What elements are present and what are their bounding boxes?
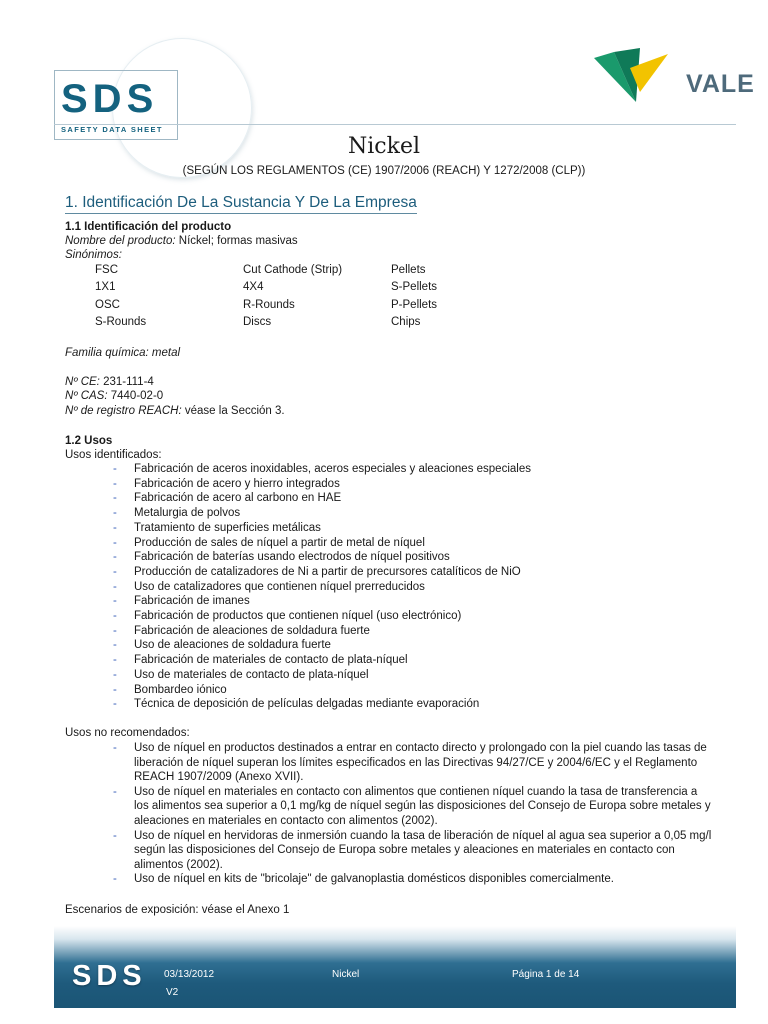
synonyms-row [95,298,515,315]
synonym: S-Rounds [95,315,147,328]
bullet-dash-icon: - [113,639,117,652]
synonym: P-Pellets [391,298,438,311]
chemical-family: Familia química: metal [65,347,181,359]
reach-number-value: véase la Sección 3. [181,405,285,417]
document-subtitle: (SEGÚN LOS REGLAMENTOS (CE) 1907/2006 (REACH) Y 1272/2008 (CLP)) [182,165,586,177]
list-item: - Bombardeo iónico [113,683,227,696]
bullet-dash-icon: - [113,873,117,886]
synonym: Discs [243,315,272,328]
subsection-1-1-heading: 1.1 Identificación del producto [65,221,232,233]
bullet-dash-icon: - [113,580,117,593]
bullet-dash-icon: - [113,668,117,681]
list-item: - Fabricación de acero y hierro integrados [113,477,340,490]
bullet-dash-icon: - [113,477,117,490]
sds-logo [54,70,178,140]
bullet-dash-icon: - [113,595,117,608]
vale-logo-text: VALE [686,70,755,98]
synonym: Cut Cathode (Strip) [243,264,343,276]
sds-logo-subtitle: SAFETY DATA SHEET [61,125,163,134]
exposure-scenarios: Escenarios de exposición: véase el Anexo 1 [65,904,290,916]
list-item: - Fabricación de acero al carbono en HAE [113,492,342,505]
list-item: - Metalurgia de polvos [113,507,241,520]
vale-logo-mark-icon [594,46,674,108]
sds-logo-text: SDS [61,77,159,121]
product-name-line [65,234,298,248]
list-item: - Uso de níquel en productos destinados a entrar en contacto directo y prolongado con la piel cuando las tasas de liberación de níquel superan los límites especificados en las Directivas 94/27/CE y 2004/6/EC y el Reglamento REACH 1907/2009 (Anexo XVII). [113,742,707,784]
bullet-dash-icon: - [113,551,117,564]
page-footer [54,926,736,1008]
header-divider [54,124,736,125]
list-item: - Fabricación de materiales de contacto de plata-níquel [113,654,408,667]
list-item: - Técnica de deposición de películas delgadas mediante evaporación [113,698,480,711]
synonym: 4X4 [243,281,264,294]
synonym: FSC [95,264,118,276]
list-item: - Uso de catalizadores que contienen níquel prerreducidos [113,580,425,593]
footer-version: V2 [166,987,179,998]
list-item: - Fabricación de imanes [113,595,250,608]
synonyms-row [95,280,515,297]
bullet-dash-icon: - [113,610,117,623]
bullet-dash-icon: - [113,785,117,798]
vale-logo [594,46,755,108]
list-item: - Tratamiento de superficies metálicas [113,521,321,534]
bullet-dash-icon: - [113,624,117,637]
cas-number-label: Nº CAS: [65,390,108,402]
synonym: 1X1 [95,281,116,294]
bullet-dash-icon: - [113,565,117,578]
document-title: Nickel [348,134,420,159]
reach-number-line [65,404,285,418]
list-item: - Uso de aleaciones de soldadura fuerte [113,639,331,652]
list-item: - Fabricación de productos que contienen níquel (uso electrónico) [113,610,462,623]
list-item: - Fabricación de aleaciones de soldadura fuerte [113,624,370,637]
bullet-dash-icon: - [113,698,117,711]
bullet-dash-icon: - [113,536,117,549]
ce-number-label: Nº CE: [65,376,100,388]
synonyms-row [95,263,515,280]
not-recommended-label: Usos no recomendados: [65,727,190,739]
footer-page-number: Página 1 de 14 [512,969,580,980]
product-name-label: Nombre del producto: [65,235,176,247]
cas-number-value: 7440-02-0 [107,390,164,402]
footer-product: Nickel [332,969,360,980]
ce-number-line [65,375,154,389]
footer-sds-logo: SDS [72,960,147,992]
identified-uses-label: Usos identificados: [65,449,162,461]
list-item: - Uso de materiales de contacto de plata-níquel [113,668,369,681]
not-recommended-list [113,741,713,887]
synonym: OSC [95,298,120,311]
bullet-dash-icon: - [113,492,117,505]
list-item: - Uso de níquel en hervidoras de inmersión cuando la tasa de liberación de níquel al agua sea superior a 0,05 mg/l según las disposiciones del Consejo de Europa sobre metales y aleaciones en materiales en contacto con alimentos (2002). [113,829,712,871]
synonyms-label: Sinónimos: [65,249,122,261]
list-item: - Uso de níquel en kits de "bricolaje" de galvanoplastia domésticos disponibles comercialmente. [113,873,614,886]
bullet-dash-icon: - [113,683,117,696]
list-item: - Producción de sales de níquel a partir de metal de níquel [113,536,425,549]
list-item: - Uso de níquel en materiales en contacto con alimentos que contienen níquel cuando la tasa de transferencia a los alimentos sea superior a 0,1 mg/kg de níquel según las disposiciones del Consejo de Europa sobre metales y aleaciones en materiales en contacto con alimentos (2002). [113,785,711,827]
subsection-1-2-heading: 1.2 Usos [65,435,113,447]
bullet-dash-icon: - [113,654,117,667]
cas-number-line [65,389,163,403]
synonym: S-Pellets [391,281,438,294]
footer-date: 03/13/2012 [164,969,215,980]
bullet-dash-icon: - [113,742,117,754]
synonym: Pellets [391,264,426,276]
bullet-dash-icon: - [113,507,117,520]
bullet-dash-icon: - [113,829,117,842]
identified-uses-list [113,462,531,712]
section-1-heading: 1. Identificación De La Sustancia Y De La Empresa [65,193,417,214]
reach-number-label: Nº de registro REACH: [65,405,182,417]
synonyms-table [95,263,515,332]
ce-number-value: 231-111-4 [99,376,154,388]
synonym: R-Rounds [243,298,295,311]
synonym: Chips [391,315,421,328]
synonyms-row [95,315,515,332]
list-item: - Fabricación de baterías usando electrodos de níquel positivos [113,551,450,564]
bullet-dash-icon: - [113,521,117,534]
list-item: - Fabricación de aceros inoxidables, aceros especiales y aleaciones especiales [113,463,531,475]
bullet-dash-icon: - [113,463,117,475]
product-name-value: Níckel; formas masivas [175,235,298,247]
list-item: - Producción de catalizadores de Ni a partir de precursores catalíticos de NiO [113,565,521,578]
